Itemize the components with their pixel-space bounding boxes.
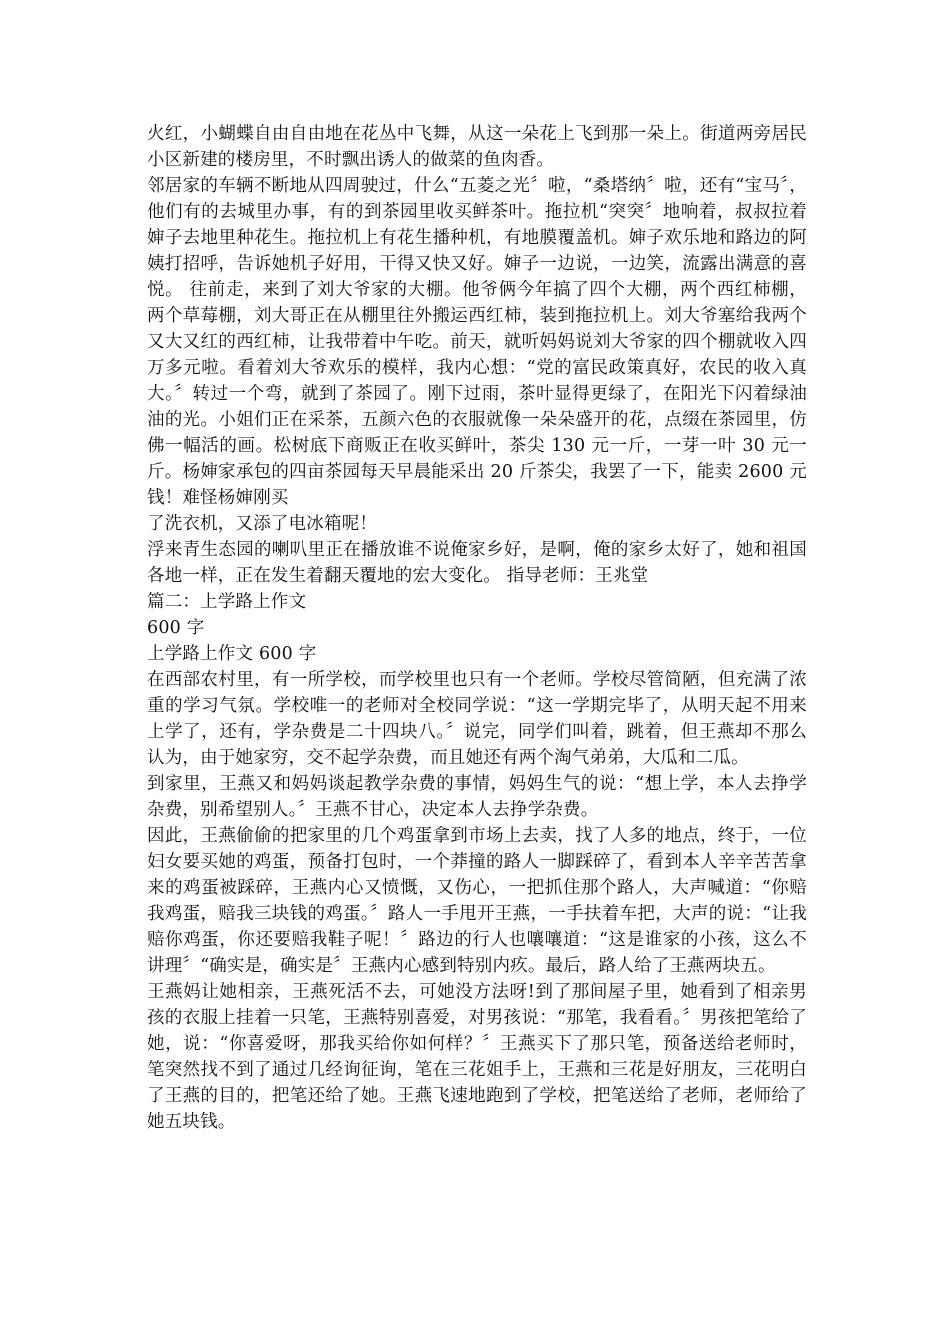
paragraph: 火红，小蝴蝶自由自由地在花丛中飞舞，从这一朵花上飞到那一朵上。街道两旁居民小区新建的楼房里，不时飘出诱人的做菜的鱼肉香。 — [147, 124, 807, 170]
paragraph: 邻居家的车辆不断地从四周驶过，什么“五菱之光〞啦，“桑塔纳〞啦，还有“宝马〞，他们有的去城里办事，有的到茶园里收买鲜茶叶。拖拉机“突突〞地响着，叔叔拉着婶子去地里种花生。拖拉机上有花生播种机，有地膜覆盖机。婶子欢乐地和路边的阿姨打招呼，告诉她机子好用，干得又快又好。婶子一边说，一边笑，流露出满意的喜悦。 往前走，来到了刘大爷家的大棚。他爷俩今年搞了四个大棚，两个西红柿棚，两个草莓棚，刘大哥正在从棚里往外搬运西红柿，装到拖拉机上。刘大爷塞给我两个又大又红的西红柿，让我带着中午吃。前天，就听妈妈说刘大爷家的四个棚就收入四万多元啦。看着刘大爷欢乐的模样，我内心想：“党的富民政策真好，农民的收入真大。〞转过一个弯，就到了茶园了。刚下过雨，茶叶显得更绿了，在阳光下闪着绿油油的光。小姐们正在采茶，五颜六色的衣服就像一朵朵盛开的花，点缀在茶园里，仿佛一幅活的画。松树底下商贩正在收买鲜叶，茶尖 130 元一斤，一芽一叶 30 元一斤。杨婶家承包的四亩茶园每天早晨能采出 20 斤茶尖，我罢了一下，能卖 2600 元钱！难怪杨婶刚买 — [147, 176, 807, 508]
paragraph: 了洗衣机，又添了电冰箱呢！ — [147, 514, 378, 534]
paragraph: 王燕妈让她相亲，王燕死活不去，可她没方法呀!到了那间屋子里，她看到了相亲男孩的衣服上挂着一只笔，王燕特别喜爱，对男孩说：“那笔，我看看。〞男孩把笔给了她，说：“你喜爱呀，那我买给你如何样？〞王燕买下了那只笔，预备送给老师时，笔突然找不到了通过几经询征询，笔在三花姐手上，王燕和三花是好朋友，三花明白了王燕的目的，把笔还给了她。王燕飞速地跑到了学校，把笔送给了老师，老师给了她五块钱。 — [147, 982, 807, 1132]
paragraph: 在西部农村里，有一所学校，而学校里也只有一个老师。学校尽管简陋，但充满了浓重的学习气氛。学校唯一的老师对全校同学说：“这一学期完毕了，从明天起不用来上学了，还有，学杂费是二十四块八。〞说完，同学们叫着，跳着，但王燕却不那么认为，由于她家穷，交不起学杂费，而且她还有两个淘气弟弟，大瓜和二瓜。 — [147, 670, 807, 768]
section-subheading: 600 字 — [147, 618, 205, 638]
document-page — [147, 121, 807, 1135]
paragraph: 因此，王燕偷偷的把家里的几个鸡蛋拿到市场上去卖，找了人多的地点，终于，一位妇女要买她的鸡蛋，预备打包时，一个莽撞的路人一脚踩碎了，看到本人辛辛苦苦拿来的鸡蛋被踩碎，王燕内心又愤慨，又伤心，一把抓住那个路人，大声喊道：“你赔我鸡蛋，赔我三块钱的鸡蛋。〞路人一手甩开王燕，一手扶着车把，大声的说：“让我赔你鸡蛋，你还要赔我鞋子呢！〞路边的行人也嚷嚷道：“这是谁家的小孩，这么不讲理〞“确实是，确实是〞王燕内心感到特别内疚。最后，路人给了王燕两块五。 — [147, 826, 807, 976]
paragraph: 到家里，王燕又和妈妈谈起教学杂费的事情，妈妈生气的说：“想上学，本人去挣学杂费，别希望别人。〞王燕不甘心，决定本人去挣学杂费。 — [147, 774, 807, 820]
paragraph: 浮来青生态园的喇叭里正在播放谁不说俺家乡好，是啊，俺的家乡太好了，她和祖国各地一样，正在发生着翻天覆地的宏大变化。 指导老师：王兆堂 — [147, 540, 807, 586]
section-heading: 篇二：上学路上作文 — [147, 592, 307, 612]
essay-title: 上学路上作文 600 字 — [147, 644, 317, 664]
